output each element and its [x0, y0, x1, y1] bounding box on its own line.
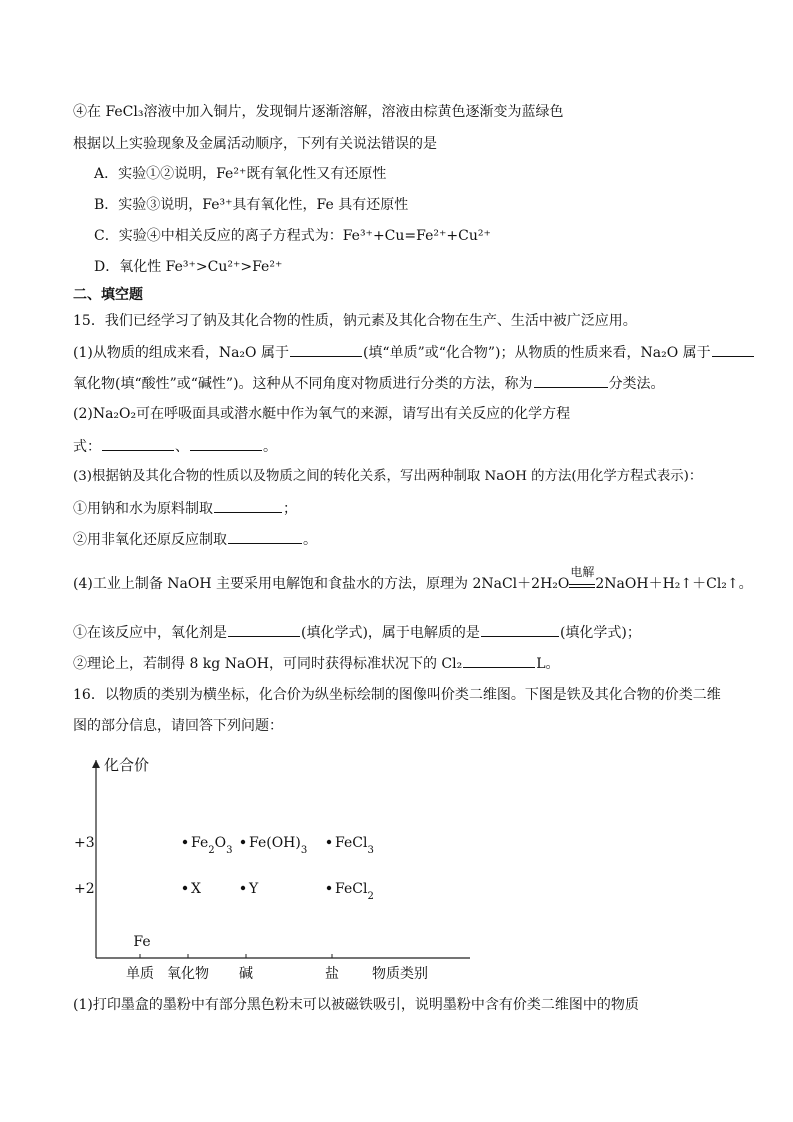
q15-p3b: ②用非氧化还原反应制取 [73, 532, 227, 548]
q15-p3b-end: 。 [303, 532, 317, 548]
chart-marks [133, 835, 373, 950]
data-label: FeCl$_3$ [335, 835, 374, 856]
q15-p1d: 分类法。 [608, 376, 665, 392]
data-label: Y [249, 881, 259, 897]
q14-option-a: A．实验①②说明，Fe²⁺既有氧化性又有还原性 [94, 166, 387, 182]
q15-p2c: 、 [175, 439, 189, 455]
q15-p4b1: ①在该反应中，氧化剂是 [73, 625, 227, 641]
q16-part1: (1)打印墨盒的墨粉中有部分黑色粉末可以被磁铁吸引，说明墨粉中含有价类二维图中的物质 [73, 997, 639, 1013]
x-tick-label: 氧化物 [167, 966, 209, 982]
q15-p2a: (2)Na₂O₂可在呼吸面具或潜水艇中作为氧气的来源，请写出有关反应的化学方程 [73, 406, 571, 422]
q14-option-b: B．实验③说明，Fe³⁺具有氧化性，Fe 具有还原性 [94, 197, 409, 213]
data-label: FeCl$_2$ [335, 881, 374, 902]
data-point [241, 886, 245, 890]
q15-p4c2: L。 [536, 656, 560, 672]
q15-stem: 15．我们已经学习了钠及其化合物的性质，钠元素及其化合物在生产、生活中被广泛应用。 [73, 313, 637, 329]
data-label: Fe [133, 934, 151, 950]
eq-right: 2NaOH＋H₂↑＋Cl₂↑ [595, 576, 739, 592]
data-point [183, 886, 187, 890]
q14-item4: ④在 FeCl₃溶液中加入铜片，发现铜片逐渐溶解，溶液由棕黄色逐渐变为蓝绿色 [73, 104, 564, 120]
q15-p2d: 。 [263, 439, 277, 455]
x-tick-label: 盐 [325, 966, 339, 982]
q15-p1a: (1)从物质的组成来看，Na₂O 属于 [73, 345, 289, 361]
y-tick-label: +3 [74, 835, 95, 851]
eq-condition: 电解 [570, 565, 595, 579]
y-axis-arrow [92, 760, 100, 768]
data-point [183, 840, 187, 844]
y-tick-label: +2 [74, 881, 95, 897]
q15-p2b: 式： [73, 439, 101, 455]
eq-left: 2NaCl＋2H₂O [472, 576, 570, 592]
x-axis-label: 物质类别 [372, 966, 428, 982]
q14-option-d: D．氧化性 Fe³⁺>Cu²⁺>Fe²⁺ [94, 259, 283, 275]
x-tick-label: 单质 [126, 966, 154, 982]
q14-option-c: C．实验④中相关反应的离子方程式为：Fe³⁺+Cu=Fe²⁺+Cu²⁺ [94, 228, 491, 244]
q16-stem-line2: 图的部分信息，请回答下列问题： [73, 718, 283, 734]
q16-stem-line1: 16．以物质的类别为横坐标，化合价为纵坐标绘制的图像叫价类二维图。下图是铁及其化合物的价类二维 [73, 687, 721, 703]
q14-stem: 根据以上实验现象及金属活动顺序，下列有关说法错误的是 [73, 136, 437, 152]
q15-p3a: ①用钠和水为原料制取 [73, 501, 213, 517]
q15-p1c: 氧化物(填“酸性”或“碱性”)。这种从不同角度对物质进行分类的方法，称为 [73, 376, 533, 392]
eq-end: 。 [738, 576, 753, 592]
q15-p4b3: (填化学式)； [559, 625, 641, 641]
data-point [241, 840, 245, 844]
section-title: 二、填空题 [73, 287, 143, 303]
q15-p3: (3)根据钠及其化合物的性质以及物质之间的转化关系，写出两种制取 NaOH 的方法(用化学方程式表示)： [73, 469, 703, 484]
q15-p1b: (填“单质”或“化合物”)；从物质的性质来看，Na₂O 属于 [362, 345, 711, 361]
data-label: $Fe_2O_3$ [191, 835, 233, 856]
q15-p4a: (4)工业上制备 NaOH 主要采用电解饱和食盐水的方法，原理为 [73, 576, 469, 592]
data-label: X [191, 881, 201, 897]
q15-p4b2: (填化学式)，属于电解质的是 [301, 625, 480, 641]
q15-p4c1: ②理论上，若制得 8 kg NaOH，可同时获得标准状况下的 Cl₂ [73, 656, 463, 672]
data-label: $Fe(OH)_3$ [249, 835, 308, 856]
q15-p3a-end: ； [283, 501, 297, 517]
data-point [327, 886, 331, 890]
x-tick-label: 碱 [239, 966, 253, 982]
data-point [327, 840, 331, 844]
y-axis-label: 化合价 [104, 756, 150, 774]
